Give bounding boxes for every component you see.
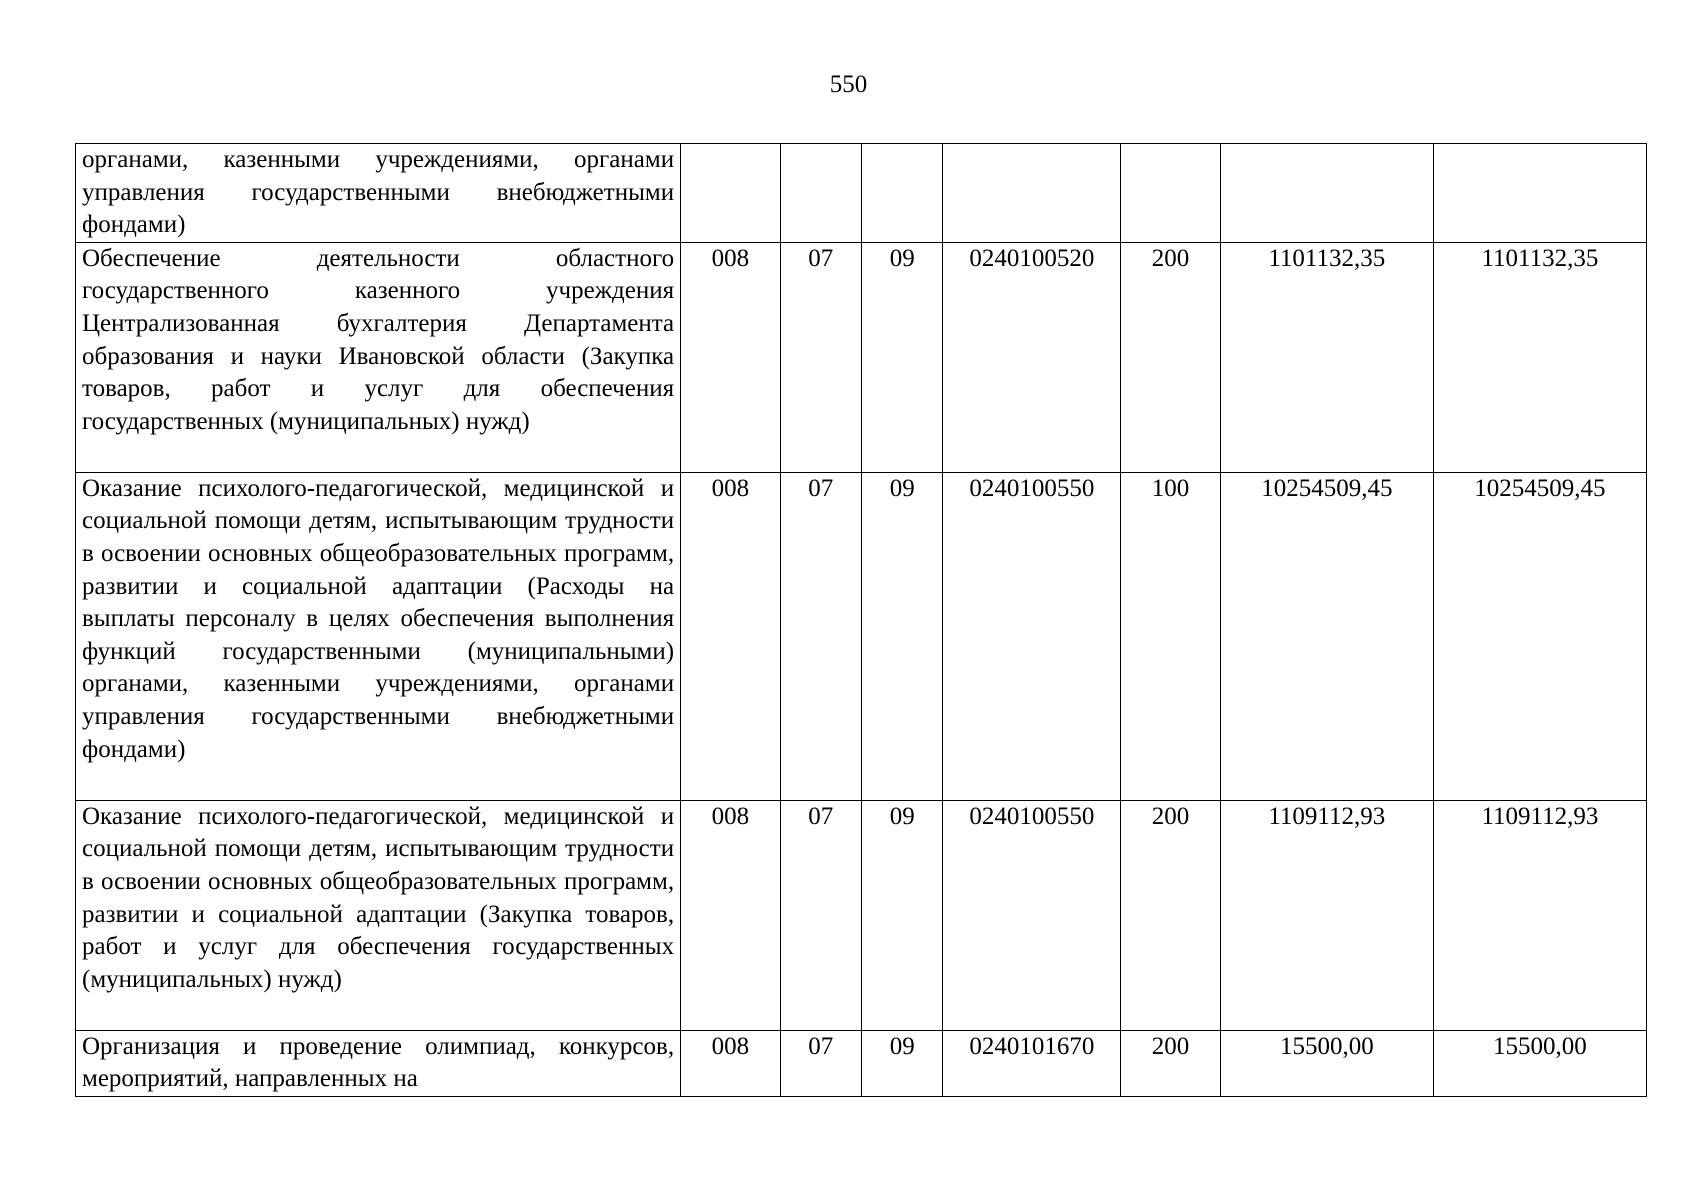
amount-first <box>1220 144 1433 243</box>
page-number: 550 <box>829 71 868 98</box>
amount-second: 15500,00 <box>1433 1030 1646 1096</box>
section-code: 07 <box>780 1030 861 1096</box>
section-code: 07 <box>780 472 861 800</box>
amount-second: 1101132,35 <box>1433 242 1646 472</box>
amount-first: 1109112,93 <box>1220 800 1433 1030</box>
target-item-code: 0240100550 <box>943 472 1121 800</box>
subsection-code: 09 <box>861 1030 942 1096</box>
table-row <box>76 144 1647 243</box>
section-code: 07 <box>780 800 861 1030</box>
section-code: 07 <box>780 242 861 472</box>
ministry-code: 008 <box>681 242 781 472</box>
amount-second <box>1433 144 1646 243</box>
subsection-code: 09 <box>861 800 942 1030</box>
expense-description: Оказание психолого-педагогической, медицинской и социальной помощи детям, испытывающим трудности в освоении основных общеобразовательных программ, развитии и социальной адаптации (Расходы на выплаты персоналу в целях обеспечения выполнения функций государственными (муниципальными) органами, казенными учреждениями, органами управления государственными внебюджетными фондами) <box>76 472 681 800</box>
expense-type-code: 200 <box>1121 242 1221 472</box>
ministry-code <box>681 144 781 243</box>
subsection-code <box>861 144 942 243</box>
section-code <box>780 144 861 243</box>
expense-description: органами, казенными учреждениями, органами управления государственными внебюджетными фондами) <box>76 144 681 243</box>
ministry-code: 008 <box>681 800 781 1030</box>
expense-type-code <box>1121 144 1221 243</box>
table-row <box>76 800 1647 1030</box>
amount-first: 1101132,35 <box>1220 242 1433 472</box>
table-row <box>76 1030 1647 1096</box>
target-item-code <box>943 144 1121 243</box>
expense-description: Оказание психолого-педагогической, медицинской и социальной помощи детям, испытывающим трудности в освоении основных общеобразовательных программ, развитии и социальной адаптации (Закупка товаров, работ и услуг для обеспечения государственных (муниципальных) нужд) <box>76 800 681 1030</box>
amount-first: 15500,00 <box>1220 1030 1433 1096</box>
subsection-code: 09 <box>861 242 942 472</box>
budget-table <box>75 143 1647 1097</box>
target-item-code: 0240100520 <box>943 242 1121 472</box>
expense-type-code: 200 <box>1121 1030 1221 1096</box>
table-row <box>76 472 1647 800</box>
amount-second: 10254509,45 <box>1433 472 1646 800</box>
target-item-code: 0240101670 <box>943 1030 1121 1096</box>
expense-description: Организация и проведение олимпиад, конкурсов, мероприятий, направленных на <box>76 1030 681 1096</box>
target-item-code: 0240100550 <box>943 800 1121 1030</box>
amount-first: 10254509,45 <box>1220 472 1433 800</box>
amount-second: 1109112,93 <box>1433 800 1646 1030</box>
ministry-code: 008 <box>681 472 781 800</box>
expense-type-code: 100 <box>1121 472 1221 800</box>
expense-description: Обеспечение деятельности областного государственного казенного учреждения Централизованная бухгалтерия Департамента образования и науки Ивановской области (Закупка товаров, работ и услуг для обеспечения государственных (муниципальных) нужд) <box>76 242 681 472</box>
ministry-code: 008 <box>681 1030 781 1096</box>
table-row <box>76 242 1647 472</box>
subsection-code: 09 <box>861 472 942 800</box>
expense-type-code: 200 <box>1121 800 1221 1030</box>
